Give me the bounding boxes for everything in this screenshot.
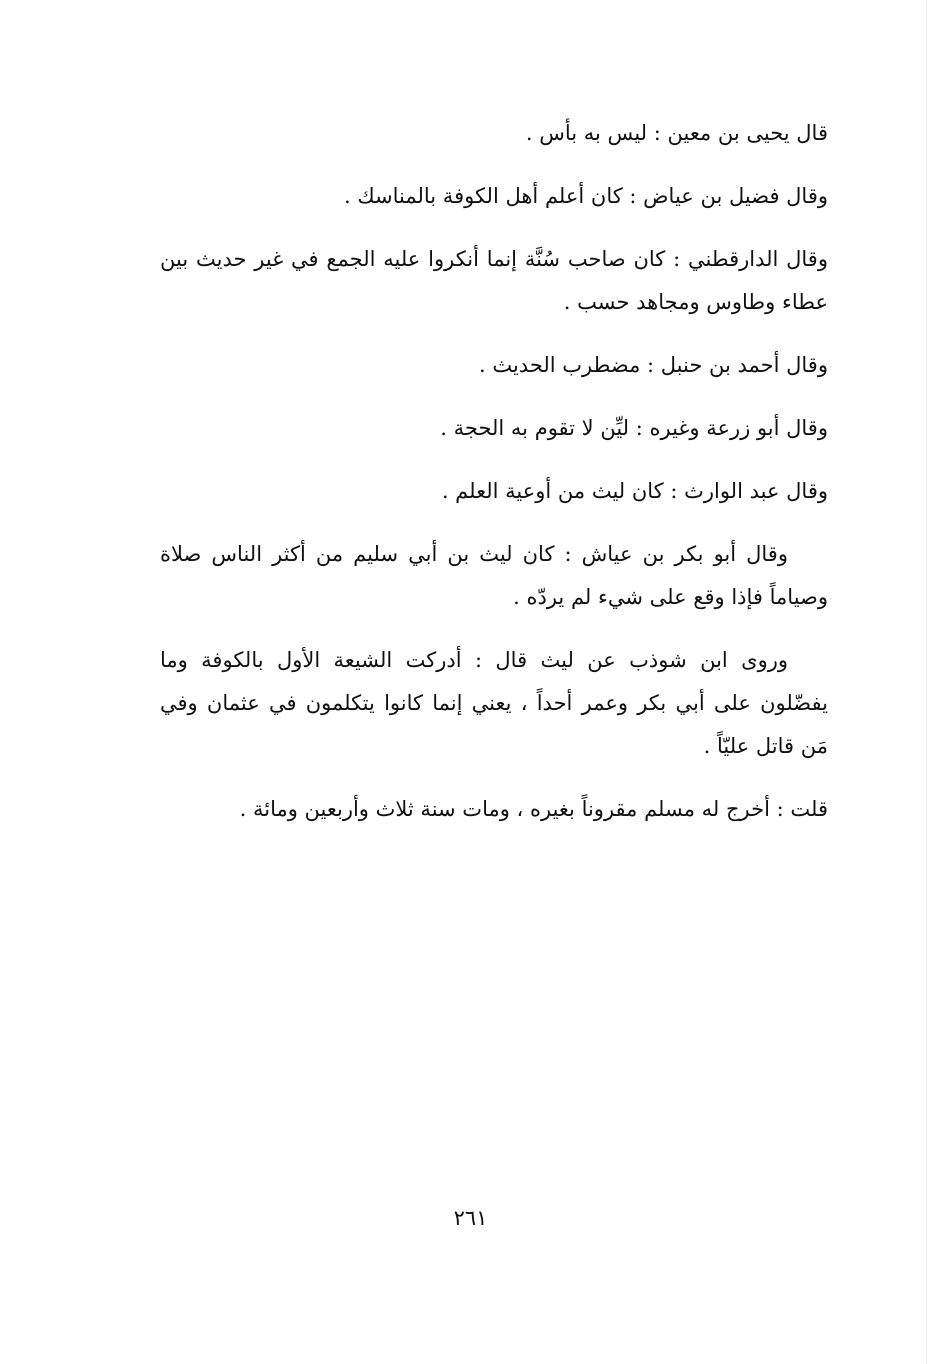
paragraph-yahya-ibn-maeen: قال يحيى بن معين : ليس به بأس . bbox=[525, 121, 828, 145]
paragraph-abd-al-warith: وقال عبد الوارث : كان ليث من أوعية العلم . bbox=[441, 479, 828, 503]
paragraph-fudail-ibn-iyad: وقال فضيل بن عياض : كان أعلم أهل الكوفة بالمناسك . bbox=[343, 184, 828, 208]
paragraph-abu-bakr-ibn-ayyash: وقال أبو بكر بن عياش : كان ليث بن أبي سليم من أكثر الناس صلاة وصياماً فإذا وقع على شيء لم يردّه . bbox=[160, 542, 828, 609]
paragraph-daraqutni: وقال الدارقطني : كان صاحب سُنَّة إنما أنكروا عليه الجمع في غير حديث بين عطاء وطاوس ومجاهد حسب . bbox=[160, 247, 828, 314]
paragraph-ahmad-ibn-hanbal: وقال أحمد بن حنبل : مضطرب الحديث . bbox=[478, 353, 828, 377]
paragraph-abu-zura: وقال أبو زرعة وغيره : ليِّن لا تقوم به الحجة . bbox=[440, 416, 828, 440]
page-number: ٢٦١ bbox=[453, 1206, 488, 1230]
paragraph-author-note: قلت : أخرج له مسلم مقروناً بغيره ، ومات سنة ثلاث وأربعين ومائة . bbox=[239, 797, 828, 821]
page-body bbox=[160, 112, 828, 851]
page-edge-shadow bbox=[926, 0, 927, 1364]
paragraph-ibn-shawdhab: وروى ابن شوذب عن ليث قال : أدركت الشيعة الأول بالكوفة وما يفضّلون على أبي بكر وعمر أحداً ، يعني إنما كانوا يتكلمون في عثمان وفي مَن قاتل عليّاً . bbox=[160, 648, 828, 758]
